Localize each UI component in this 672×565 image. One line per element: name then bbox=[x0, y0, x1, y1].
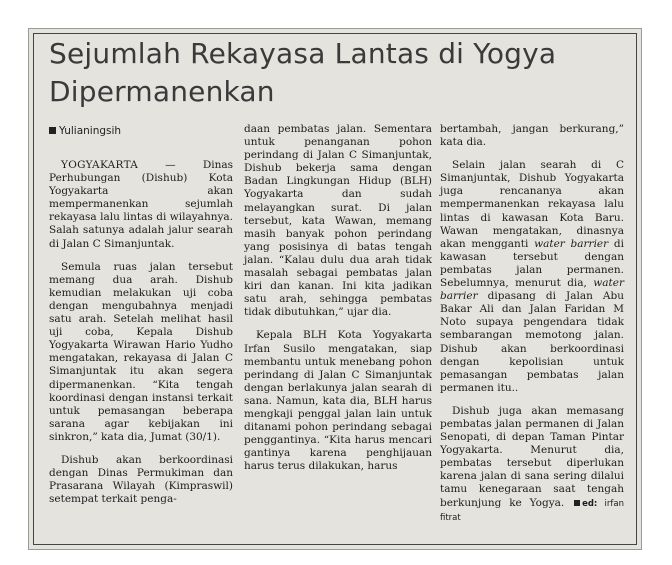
paragraph bbox=[440, 405, 624, 525]
paragraph: Kepala BLH Kota Yogyakarta Irfan Susilo mengatakan, siap membantu untuk menebang pohon perindang di Jalan C Simanjuntak dengan berlakunya jalan searah di sana. Namun, kata dia, BLH harus mengkaji penggal jalan lain untuk ditanami pohon perindang sebagai penggantinya. “Kita harus mencari gantinya karena penghijauan harus terus dilakukan, harus bbox=[244, 329, 432, 473]
dateline: YOGYAKARTA — bbox=[61, 159, 203, 171]
italic-term: water barrier bbox=[440, 277, 624, 303]
bullet-square-icon bbox=[49, 127, 56, 134]
paragraph-text: dipasang di Jalan Abu Bakar Ali dan Jalan Faridan M Noto supaya pengendara tidak sembarangan memotong jalan. Dishub akan berkoordinasi dengan kepolisian untuk pemasangan pembatas jalan permanen itu.. bbox=[440, 290, 624, 394]
headline-line-1: Sejumlah Rekayasa Lantas di Yogya bbox=[49, 37, 557, 70]
paragraph: Semula ruas jalan tersebut memang dua arah. Dishub kemudian melakukan uji coba dengan mengubahnya menjadi satu arah. Setelah melihat hasil uji coba, Kepala Dishub Yogyakarta Wirawan Hario Yudho mengatakan, rekayasa di Jalan C Simanjuntak itu akan segera dipermanenkan. “Kita tengah koordinasi dengan instansi terkait untuk pemasangan beberapa sarana agar kebijakan ini sinkron,” kata dia, Jumat (30/1). bbox=[49, 260, 233, 443]
byline bbox=[49, 125, 121, 137]
author-name: Yulianingsih bbox=[59, 125, 122, 137]
paragraph: daan pembatas jalan. Sementara untuk penanganan pohon perindang di Jalan C Simanjuntak, Dishub bekerja sama dengan Badan Lingkungan Hidup (BLH) Yogyakarta dan sudah melayangkan surat. Di jalan tersebut, kata Wawan, memang masih banyak pohon perindang yang posisinya di batas tengah jalan. “Kalau dulu dua arah tidak masalah sebagai pembatas jalan kiri dan kanan. Ini kita jadikan satu arah, sehingga pembatas tidak dibutuhkan,” ujar dia. bbox=[244, 123, 432, 319]
column-1 bbox=[49, 159, 233, 506]
editor-label: ed: bbox=[582, 498, 598, 509]
editor-name: irfan fitrat bbox=[440, 498, 624, 523]
paragraph bbox=[49, 159, 233, 251]
italic-term: water barrier bbox=[534, 237, 609, 250]
paragraph bbox=[440, 159, 624, 395]
column-3 bbox=[440, 123, 624, 525]
newspaper-clipping bbox=[28, 28, 642, 550]
bullet-square-icon bbox=[574, 500, 580, 506]
paragraph-text: Dishub juga akan memasang pembatas jalan permanen di Jalan Senopati, di depan Taman Pintar Yogyakarta. Menurut dia, pembatas tersebut diperlukan karena jalan di sana sering dilalui tamu kenegaraan saat tengah berkunjung ke Yogya. bbox=[440, 404, 624, 509]
headline bbox=[49, 35, 556, 111]
paragraph-text: Dinas Perhubungan (Dishub) Kota Yogyakarta akan mempermanenkan sejumlah rekayasa lalu lintas di wilayahnya. Salah satunya adalah jalur searah di Jalan C Simanjuntak. bbox=[49, 159, 233, 250]
headline-line-2: Dipermanenkan bbox=[49, 75, 275, 108]
paragraph-text: di kawasan tersebut dengan pembatas jalan permanen. Sebelumnya, menurut dia, bbox=[440, 237, 624, 290]
paragraph: Dishub akan berkoordinasi dengan Dinas Permukiman dan Prasarana Wilayah (Kimpraswil) setempat terkait penga- bbox=[49, 453, 233, 506]
paragraph: bertambah, jangan berkurang,” kata dia. bbox=[440, 123, 624, 149]
column-2 bbox=[244, 123, 432, 473]
paragraph-text: Selain jalan searah di C Simanjuntak, Dishub Yogyakarta juga rencananya akan mempermanenkan rekayasa lalu lintas di kawasan Kota Baru. Wawan mengatakan, dinasnya akan mengganti bbox=[440, 159, 624, 250]
